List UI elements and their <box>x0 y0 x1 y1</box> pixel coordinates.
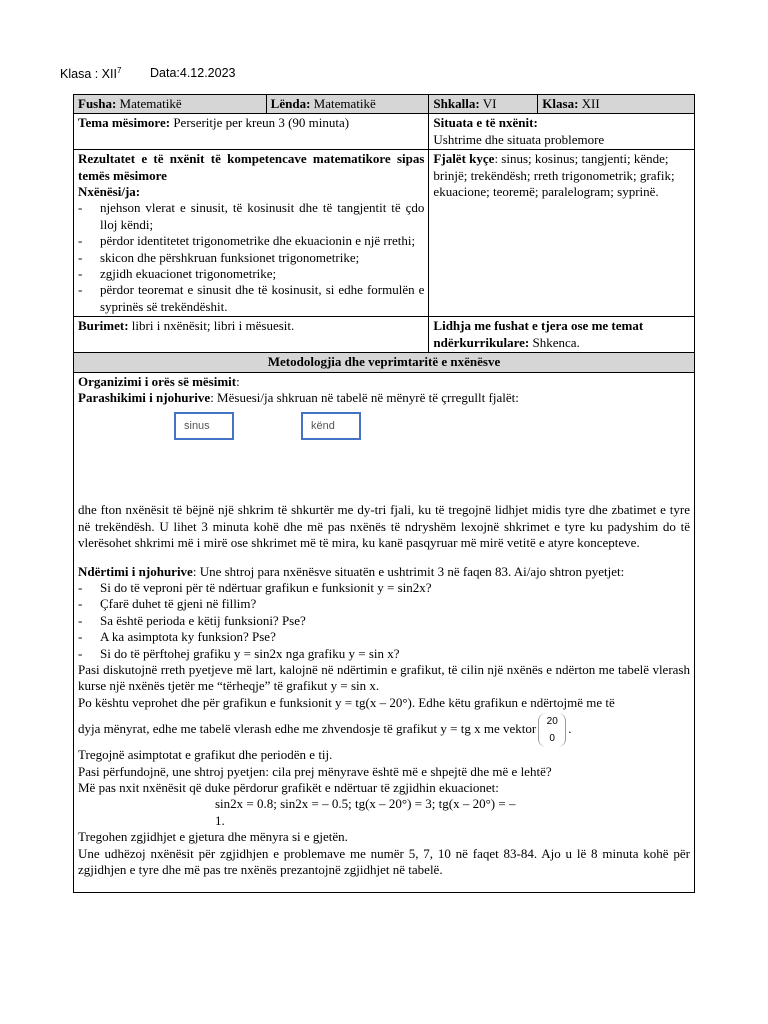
paragraph: Tregohen zgjidhjet e gjetura dhe mënyra si e gjetën. <box>78 829 348 845</box>
paragraph: Më pas nxit nxënësit që duke përdorur grafikët e ndërtuar të zgjidhin ekuacionet: <box>78 780 499 795</box>
paragraph: Pasi diskutojnë rreth pyetjeve më lart, kalojnë në ndërtimin e grafikut, të cilin një nxënës e ndërton me tabelë vlerash kurse një nxënës tjetër me “tërheqje” të grafikut y = sin x. <box>78 661 690 694</box>
equations: sin2x = 0.8; sin2x = – 0.5; tg(x – 20°) = 3; tg(x – 20°) = – <box>215 796 516 812</box>
lenda-cell: Lënda: Matematikë <box>266 95 429 114</box>
row-rezultatet <box>74 150 695 317</box>
word-box-kend: kënd <box>301 412 361 440</box>
rezultatet-title: Rezultatet e të nxënit të kompetencave matematikore sipas temës mësimore <box>78 151 425 183</box>
questions-list <box>78 580 690 662</box>
list-item: - njehson vlerat e sinusit, të kosinusit dhe të tangjentit të çdo lloj këndi; <box>78 200 424 233</box>
paragraph: Tregojnë asimptotat e grafikut dhe periodën e tij. <box>78 747 333 763</box>
paragraph: dhe fton nxënësit të bëjnë një shkrim të shkurtër me dy-tri fjali, ku të tregojnë lidhjet midis tyre dhe zbatimet e tyre në trekëndësh. U lihet 3 minuta kohë dhe më pas nxënës të ndryshëm lexojnë shkrimet e tyre ku padyshim do të vlerësohet shkrimi më i mirë ose shkrimet më të mira, ku kanë pasqyruar më mirë vetitë e atyre koncepteve. <box>78 502 690 551</box>
metodologjia-title: Metodologjia dhe veprimtaritë e nxënësve <box>74 353 695 372</box>
fjalet-cell: Fjalët kyçe: sinus; kosinus; tangjenti; kënde; brinjë; trekëndësh; rreth trigonometrik; grafik; ekuacione; teoremë; paralelogram; syprinë. <box>429 150 695 317</box>
list-item: - Si do të veproni për të ndërtuar grafikun e funksionit y = sin2x? <box>78 580 690 596</box>
list-item: - zgjidh ekuacionet trigonometrike; <box>78 266 424 282</box>
row-body <box>74 372 695 893</box>
body-cell: Organizimi i orës së mësimit: Parashikimi i njohurive: Mësuesi/ja shkruan në tabelë në mënyrë të çrregullt fjalët: sinus kënd dhe fton nxënësit të bëjnë një shkrim të shkurtër me dy-tri fjali, ku të tregojnë lidhjet midis tyre dhe zbatimet e tyre në trekëndësh. U lihet 3 minuta kohë dhe më pas nxënës të ndryshëm lexojnë shkrimet e tyre ku padyshim do të vlerësohet shkrimi më i mirë ose shkrimet më të mira, ku kanë pasqyruar më mirë vetitë e atyre koncepteve. Ndërtimi i njohurive: Une shtroj para nxënësve situatën e ushtrimit 3 në faqen 83. Ai/ajo shtron pyetjet: - Si do të veproni për të ndërtuar grafikun e funksionit y = sin2x? - Çfarë duhet të gjeni në fillim? - Sa është perioda e këtij funksioni? Pse? - A ka asimptota ky funksion? Pse? - Si do të përftohej grafiku y = sin2x nga grafiku y = sin x? Pasi diskutojnë rreth pyetjeve më lart, kalojnë në ndërtimin e grafikut, të cilin një nxënës e ndërton me tabelë vlerash kurse një nxënës tjetër me “tërheqje” të grafikut y = sin x. Po kështu veprohet dhe për grafikun e funksionit y = tg(x – 20°). Edhe këtu grafikun e ndërtojmë me të dyja mënyrat, edhe me tabelë vlerash edhe me zhvendosje të grafikut y = tg x me vektor 20 0 . Tregojnë asimptotat e grafikut dhe periodën e tij. Pasi përfundojnë, une shtroj pyetjen: cila prej mënyrave është më e shpejtë dhe më e lehtë? Më pas nxit nxënësit që duke përdorur grafikët e ndërtuar të zgjidhin ekuacionet: sin2x = 0.8; sin2x = – 0.5; tg(x – 20°) = 3; tg(x – 20°) = – 1. Tregohen zgjidhjet e gjetura dhe mënyra si e gjetën. Une udhëzoj nxënësit për zgjidhjen e problemave me numër 5, 7, 10 në faqet 83-84. Ajo u lë 8 minuta kohë për zgjidhjen e tyre dhe më pas tre nxënës prezantojnë zgjidhjet në tabelë. <box>74 372 695 893</box>
shkalla-cell: Shkalla: VI <box>429 95 538 114</box>
list-item: - përdor teoremat e sinusit dhe të kosinusit, si edhe formulën e syprinës së trekëndëshit. <box>78 282 424 315</box>
situata-cell: Situata e të nxënit: Ushtrime dhe situata problemore <box>429 114 695 150</box>
paragraph: Pasi përfundojnë, une shtroj pyetjen: cila prej mënyrave është më e shpejtë dhe më e lehtë? <box>78 763 552 779</box>
row-tema <box>74 114 695 150</box>
list-item: - përdor identitetet trigonometrike dhe ekuacionin e një rrethi; <box>78 233 424 249</box>
list-item: - Çfarë duhet të gjeni në fillim? <box>78 596 690 612</box>
list-item: - Si do të përftohej grafiku y = sin2x nga grafiku y = sin x? <box>78 646 690 662</box>
row-burimet <box>74 317 695 353</box>
klasa-cell: Klasa: XII <box>538 95 695 114</box>
lidhja-cell: Lidhja me fushat e tjera ose me temat ndërkurrikulare: Shkenca. <box>429 317 695 353</box>
row-metodologjia <box>74 353 695 372</box>
lesson-plan-table <box>73 94 695 893</box>
paragraph: dyja mënyrat, edhe me tabelë vlerash edhe me zhvendosje të grafikut y = tg x me vektor 20 0 . <box>78 713 690 747</box>
word-boxes <box>78 406 690 502</box>
fusha-cell: Fusha: Matematikë <box>74 95 267 114</box>
list-item: - Sa është perioda e këtij funksioni? Pse? <box>78 613 690 629</box>
paragraph: Une udhëzoj nxënësit për zgjidhjen e problemave me numër 5, 7, 10 në faqet 83-84. Ajo u lë 8 minuta kohë për zgjidhjen e tyre dhe më pas tre nxënës prezantojnë zgjidhjet në tabelë. <box>78 845 690 878</box>
outcomes-list <box>78 200 424 315</box>
list-item: - A ka asimptota ky funksion? Pse? <box>78 629 690 645</box>
nxenesi-label: Nxënësi/ja: <box>78 184 141 200</box>
paragraph: Po kështu veprohet dhe për grafikun e funksionit y = tg(x – 20°). Edhe këtu grafikun e ndërtojmë me të <box>78 694 615 710</box>
list-item: - skicon dhe përshkruan funksionet trigonometrike; <box>78 250 424 266</box>
class-label: Klasa : XII$^7$ <box>60 66 122 82</box>
rezultatet-cell <box>74 150 429 317</box>
word-box-sinus: sinus <box>174 412 234 440</box>
equations-end: 1. <box>215 812 225 828</box>
vector: 20 0 <box>538 713 566 747</box>
tema-cell: Tema mësimore: Perseritje per kreun 3 (90 minuta) <box>74 114 429 150</box>
row-fusha <box>74 95 695 114</box>
date-label: Data:4.12.2023 <box>150 66 236 80</box>
burimet-cell: Burimet: libri i nxënësit; libri i mësuesit. <box>74 317 429 353</box>
